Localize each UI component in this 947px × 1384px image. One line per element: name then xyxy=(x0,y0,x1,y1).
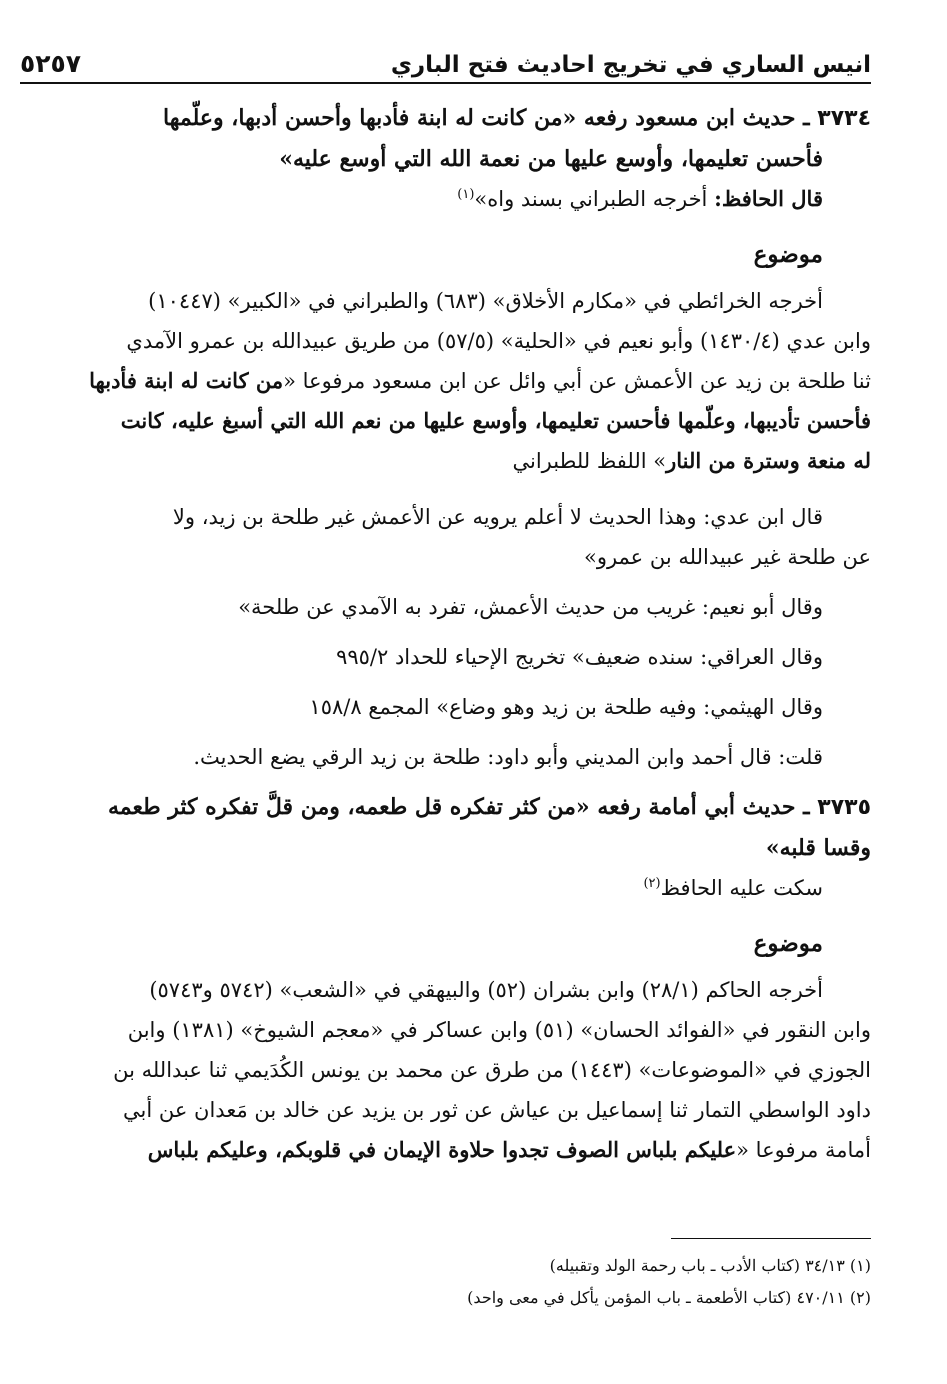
grading-heading-1: موضوع xyxy=(753,241,823,268)
hadith-text: ـ حديث أبي أمامة رفعه «من كثر تفكره قل طعمه، ومن قلَّ تفكره كثر طعمه xyxy=(107,794,810,820)
takhrij-2-line-2: وابن النقور في «الفوائد الحسان» (٥١) وابن عساكر في «معجم الشيوخ» (١٣٨١) وابن xyxy=(127,1018,871,1042)
hadith-3735-continuation: وقسا قلبه» xyxy=(765,835,871,861)
haythami-comment: وقال الهيثمي: وفيه طلحة بن زيد وهو وضاع» المجمع ١٥٨/٨ xyxy=(309,695,823,719)
hafiz-label: قال الحافظ: xyxy=(714,186,823,211)
footnote-2: (٢) ٤٧٠/١١ (كتاب الأطعمة ـ باب المؤمن يأكل في معى واحد) xyxy=(467,1288,871,1307)
takhrij-2-line-1: أخرجه الحاكم (٢٨/١) وابن بشران (٥٢) والبيهقي في «الشعب» (٥٧٤٢ و٥٧٤٣) xyxy=(149,978,823,1002)
footnote-1: (١) ٣٤/١٣ (كتاب الأدب ـ باب رحمة الولد وتقبيله) xyxy=(549,1256,871,1275)
takhrij-1-line-5 xyxy=(22,441,871,481)
hafiz-text: سكت عليه الحافظ xyxy=(660,876,823,900)
hadith-text: ـ حديث ابن مسعود رفعه «من كانت له ابنة فأدبها وأحسن أدبها، وعلّمها xyxy=(163,105,810,131)
hadith-3734 xyxy=(22,98,871,139)
hafiz-comment-1 xyxy=(22,179,871,219)
hafiz-text: أخرجه الطبراني بسند واه» xyxy=(474,187,708,211)
takhrij-2-line-4: داود الواسطي التمار ثنا إسماعيل بن عياش عن ثور بن يزيد عن خالد بن مَعدان عن أبي xyxy=(122,1098,871,1122)
running-title: انيس الساري في تخريج احاديث فتح الباري xyxy=(390,52,871,78)
takhrij-1-line-3-plain: ثنا طلحة بن زيد عن الأعمش عن أبي وائل عن ابن مسعود مرفوعا « xyxy=(283,369,871,393)
iraqi-comment: وقال العراقي: سنده ضعيف» تخريج الإحياء للحداد ٩٩٥/٢ xyxy=(336,645,823,669)
takhrij-1-matn-end: له منعة وسترة من النار xyxy=(666,448,871,473)
abu-nuaym-comment: وقال أبو نعيم: غريب من حديث الأعمش، تفرد به الآمدي عن طلحة» xyxy=(238,595,823,619)
hafiz-comment-2 xyxy=(22,868,871,908)
takhrij-1-line-1: أخرجه الخرائطي في «مكارم الأخلاق» (٦٨٣) والطبراني في «الكبير» (١٠٤٤٧) xyxy=(148,289,823,313)
takhrij-1-line-2: وابن عدي (١٤٣٠/٤) وأبو نعيم في «الحلية» (٥٧/٥) من طريق عبيدالله بن عمرو الآمدي xyxy=(126,329,871,353)
takhrij-1-line-4: فأحسن تأديبها، وعلّمها فأحسن تعليمها، وأوسع عليها من نعم الله التي أسبغ عليه، كانت xyxy=(120,408,871,433)
takhrij-1-matn-start: من كانت له ابنة فأدبها xyxy=(89,368,284,393)
takhrij-2-line-5-plain: أمامة مرفوعا « xyxy=(736,1138,871,1162)
takhrij-2-line-3: الجوزي في «الموضوعات» (١٤٤٣) من طرق عن محمد بن يونس الكُدَيمي ثنا عبدالله بن xyxy=(113,1058,871,1082)
takhrij-2-line-5 xyxy=(22,1130,871,1170)
main-text xyxy=(22,98,871,1170)
hadith-number: ٣٧٣٥ xyxy=(817,795,871,820)
footnotes xyxy=(22,1250,871,1314)
page-number: ٥٢٥٧ xyxy=(20,49,82,78)
ibn-adi-comment-continuation: عن طلحة غير عبيدالله بن عمرو» xyxy=(583,545,871,569)
hadith-3735 xyxy=(22,787,871,828)
takhrij-2-matn: عليكم بلباس الصوف تجدوا حلاوة الإيمان في قلوبكم، وعليكم بلباس xyxy=(147,1137,737,1162)
footnote-ref-1[interactable]: (١) xyxy=(457,187,475,202)
running-header xyxy=(20,40,871,84)
author-note: قلت: قال أحمد وابن المديني وأبو داود: طلحة بن زيد الرقي يضع الحديث. xyxy=(193,745,823,769)
takhrij-1-line-3 xyxy=(22,361,871,401)
takhrij-1-tail: » اللفظ للطبراني xyxy=(512,449,667,473)
hadith-number: ٣٧٣٤ xyxy=(817,106,871,131)
grading-heading-2: موضوع xyxy=(753,930,823,957)
footnote-ref-2[interactable]: (٢) xyxy=(643,876,661,891)
hadith-3734-continuation: فأحسن تعليمها، وأوسع عليها من نعمة الله التي أوسع عليه» xyxy=(279,146,823,172)
footnote-divider xyxy=(671,1238,871,1239)
ibn-adi-comment: قال ابن عدي: وهذا الحديث لا أعلم يرويه عن الأعمش غير طلحة بن زيد، ولا xyxy=(172,505,823,529)
